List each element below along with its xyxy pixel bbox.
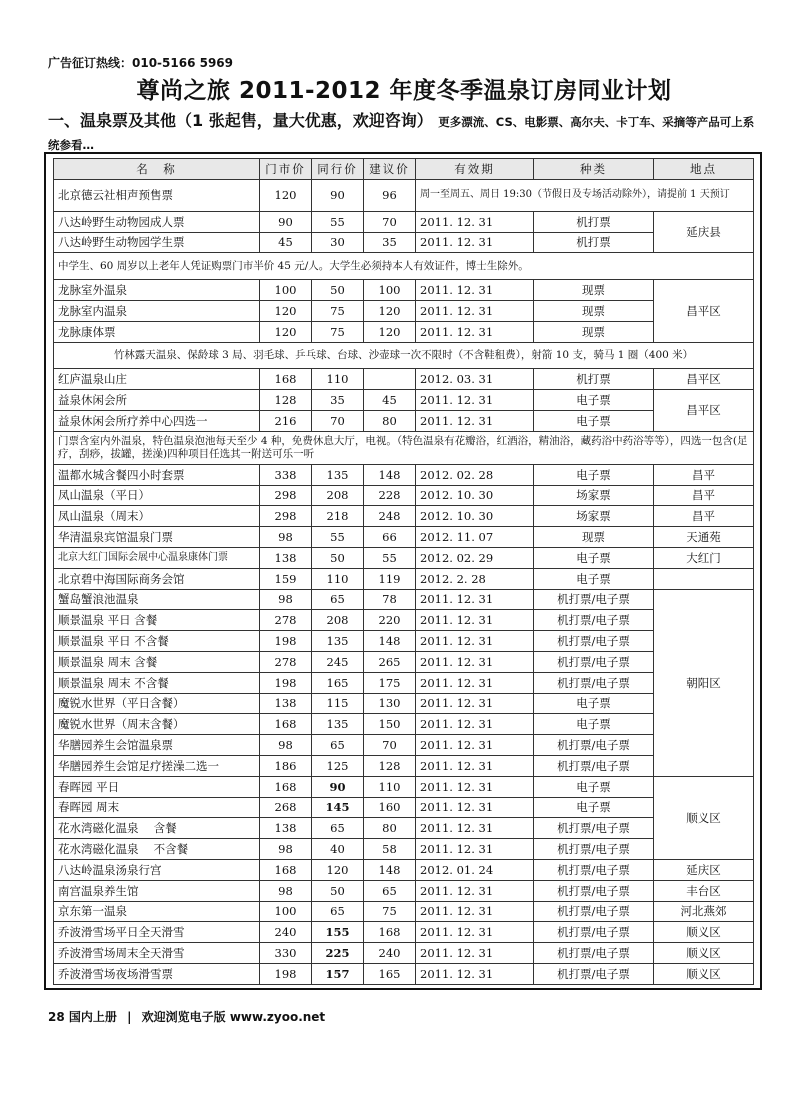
region-cell: 昌平区: [654, 369, 754, 390]
price-table: [53, 158, 754, 985]
table-row: [54, 963, 754, 984]
region-cell: 昌平: [654, 506, 754, 527]
table-row: [54, 651, 754, 672]
suggested-price: 240: [364, 943, 416, 964]
trade-price: 55: [312, 527, 364, 548]
item-name: 龙脉康体票: [54, 321, 260, 342]
ticket-type: 电子票: [534, 776, 654, 797]
retail-price: 168: [260, 369, 312, 390]
note-text: 竹林露天温泉、保龄球 3 局、羽毛球、乒乓球、台球、沙壶球一次不限时（不含鞋租费），射箭 10 支，骑马 1 圈（400 米）: [54, 342, 754, 369]
region-cell: 河北燕郊: [654, 901, 754, 922]
ticket-type: 机打票/电子票: [534, 901, 654, 922]
suggested-price: 80: [364, 818, 416, 839]
item-name: 八达岭温泉汤泉行宫: [54, 859, 260, 880]
retail-price: 186: [260, 755, 312, 776]
trade-price: 90: [312, 776, 364, 797]
item-name: 凤山温泉（平日）: [54, 485, 260, 506]
trade-price: 75: [312, 321, 364, 342]
region-cell: 天通苑: [654, 527, 754, 548]
ticket-type: 电子票: [534, 547, 654, 568]
table-row: [54, 693, 754, 714]
trade-price: 225: [312, 943, 364, 964]
suggested-price: 70: [364, 211, 416, 232]
suggested-price: 58: [364, 839, 416, 860]
suggested-price: 220: [364, 610, 416, 631]
ticket-type: 现票: [534, 280, 654, 301]
suggested-price: 168: [364, 922, 416, 943]
retail-price: 159: [260, 568, 312, 589]
ticket-type: 电子票: [534, 464, 654, 485]
item-name: 龙脉室外温泉: [54, 280, 260, 301]
page-footer: [48, 1008, 325, 1025]
trade-price: 110: [312, 369, 364, 390]
note-text: 门票含室内外温泉，特色温泉泡池每天至少 4 种，免费休息大厅，电视。（特色温泉有花瓣浴，红酒浴，精油浴，藏药浴中药浴等等），四选一包含(足疗，刮痧，拔罐，搓澡)四种项目任选其一附送可乐一听: [54, 431, 754, 464]
ticket-type: 机打票/电子票: [534, 610, 654, 631]
table-row: [54, 610, 754, 631]
item-name: 花水湾磁化温泉 不含餐: [54, 839, 260, 860]
trade-price: 55: [312, 211, 364, 232]
suggested-price: 265: [364, 651, 416, 672]
ticket-type: 机打票/电子票: [534, 755, 654, 776]
validity: 2011. 12. 31: [416, 321, 534, 342]
page-title: 尊尚之旅 2011-2012 年度冬季温泉订房同业计划: [136, 78, 672, 104]
validity: 2011. 12. 31: [416, 300, 534, 321]
retail-price: 128: [260, 390, 312, 411]
ticket-type: 电子票: [534, 693, 654, 714]
ad-hotline: 广告征订热线：010-5166 5969: [48, 56, 234, 70]
region-cell: 昌平: [654, 464, 754, 485]
trade-price: 50: [312, 547, 364, 568]
table-row: [54, 211, 754, 232]
validity: 2011. 12. 31: [416, 963, 534, 984]
table-row: [54, 527, 754, 548]
retail-price: 98: [260, 527, 312, 548]
region-cell: [654, 568, 754, 589]
table-row: [54, 369, 754, 390]
item-name: 魔锐水世界（周末含餐）: [54, 714, 260, 735]
ticket-type: 电子票: [534, 797, 654, 818]
trade-price: 245: [312, 651, 364, 672]
retail-price: 98: [260, 735, 312, 756]
validity: 2012. 11. 07: [416, 527, 534, 548]
table-row: [54, 280, 754, 301]
retail-price: 98: [260, 589, 312, 610]
ticket-type: 机打票/电子票: [534, 631, 654, 652]
validity: 2012. 10. 30: [416, 485, 534, 506]
table-row: [54, 943, 754, 964]
item-name: 春晖园 平日: [54, 776, 260, 797]
trade-price: 135: [312, 464, 364, 485]
ticket-type: 现票: [534, 527, 654, 548]
table-row: [54, 631, 754, 652]
item-name: 北京德云社相声预售票: [54, 179, 260, 211]
retail-price: 268: [260, 797, 312, 818]
retail-price: 168: [260, 714, 312, 735]
retail-price: 90: [260, 211, 312, 232]
column-header: 建议价: [364, 159, 416, 180]
table-note-row: [54, 431, 754, 464]
trade-price: 155: [312, 922, 364, 943]
validity: 2011. 12. 31: [416, 839, 534, 860]
suggested-price: 75: [364, 901, 416, 922]
validity: 周一至周五、周日 19:30（节假日及专场活动除外），请提前 1 天预订: [416, 179, 754, 211]
trade-price: 65: [312, 589, 364, 610]
item-name: 乔波滑雪场周末全天滑雪: [54, 943, 260, 964]
item-name: 凤山温泉（周末）: [54, 506, 260, 527]
ticket-type: 机打票/电子票: [534, 943, 654, 964]
validity: 2011. 12. 31: [416, 943, 534, 964]
validity: 2011. 12. 31: [416, 280, 534, 301]
validity: 2011. 12. 31: [416, 818, 534, 839]
ticket-type: 现票: [534, 321, 654, 342]
ticket-type: 机打票/电子票: [534, 963, 654, 984]
validity: 2011. 12. 31: [416, 651, 534, 672]
trade-price: 165: [312, 672, 364, 693]
table-row: [54, 506, 754, 527]
validity: 2011. 12. 31: [416, 211, 534, 232]
trade-price: 208: [312, 610, 364, 631]
item-name: 魔锐水世界（平日含餐）: [54, 693, 260, 714]
validity: 2012. 02. 29: [416, 547, 534, 568]
trade-price: 145: [312, 797, 364, 818]
item-name: 华清温泉宾馆温泉门票: [54, 527, 260, 548]
validity: 2011. 12. 31: [416, 232, 534, 253]
item-name: 龙脉室内温泉: [54, 300, 260, 321]
suggested-price: 80: [364, 410, 416, 431]
suggested-price: 148: [364, 464, 416, 485]
suggested-price: 110: [364, 776, 416, 797]
retail-price: 120: [260, 300, 312, 321]
retail-price: 45: [260, 232, 312, 253]
suggested-price: 120: [364, 300, 416, 321]
trade-price: 65: [312, 818, 364, 839]
trade-price: 65: [312, 735, 364, 756]
trade-price: 157: [312, 963, 364, 984]
suggested-price: 65: [364, 880, 416, 901]
ticket-type: 现票: [534, 300, 654, 321]
validity: 2012. 01. 24: [416, 859, 534, 880]
section-subtitle: [48, 110, 760, 156]
ticket-type: 电子票: [534, 390, 654, 411]
table-row: [54, 922, 754, 943]
table-row: [54, 485, 754, 506]
validity: 2012. 10. 30: [416, 506, 534, 527]
item-name: 温都水城含餐四小时套票: [54, 464, 260, 485]
item-name: 顺景温泉 平日 不含餐: [54, 631, 260, 652]
ticket-type: 机打票/电子票: [534, 859, 654, 880]
retail-price: 120: [260, 321, 312, 342]
region-cell: 朝阳区: [654, 589, 754, 776]
table-row: [54, 839, 754, 860]
footer-divider: |: [127, 1010, 132, 1024]
table-row: [54, 859, 754, 880]
retail-price: 298: [260, 485, 312, 506]
column-header: 地点: [654, 159, 754, 180]
retail-price: 278: [260, 610, 312, 631]
trade-price: 208: [312, 485, 364, 506]
validity: 2011. 12. 31: [416, 880, 534, 901]
suggested-price: 55: [364, 547, 416, 568]
item-name: 益泉休闲会所疗养中心四选一: [54, 410, 260, 431]
region-cell: 顺义区: [654, 963, 754, 984]
table-row: [54, 672, 754, 693]
trade-price: 35: [312, 390, 364, 411]
item-name: 春晖园 周末: [54, 797, 260, 818]
retail-price: 100: [260, 901, 312, 922]
ticket-type: 机打票: [534, 211, 654, 232]
validity: 2011. 12. 31: [416, 693, 534, 714]
retail-price: 198: [260, 631, 312, 652]
suggested-price: 228: [364, 485, 416, 506]
table-note-row: [54, 342, 754, 369]
table-row: [54, 410, 754, 431]
ticket-type: 机打票/电子票: [534, 589, 654, 610]
trade-price: 70: [312, 410, 364, 431]
table-row: [54, 179, 754, 211]
item-name: 益泉休闲会所: [54, 390, 260, 411]
column-header: 有效期: [416, 159, 534, 180]
column-header: 门市价: [260, 159, 312, 180]
table-row: [54, 880, 754, 901]
validity: 2011. 12. 31: [416, 410, 534, 431]
trade-price: 40: [312, 839, 364, 860]
validity: 2011. 12. 31: [416, 755, 534, 776]
region-cell: 昌平区: [654, 280, 754, 342]
suggested-price: 160: [364, 797, 416, 818]
trade-price: 65: [312, 901, 364, 922]
table-note-row: [54, 253, 754, 280]
validity: 2011. 12. 31: [416, 797, 534, 818]
table-row: [54, 568, 754, 589]
item-name: 红庐温泉山庄: [54, 369, 260, 390]
item-name: 顺景温泉 平日 含餐: [54, 610, 260, 631]
trade-price: 110: [312, 568, 364, 589]
region-cell: 丰台区: [654, 880, 754, 901]
validity: 2011. 12. 31: [416, 589, 534, 610]
retail-price: 98: [260, 880, 312, 901]
trade-price: 30: [312, 232, 364, 253]
retail-price: 216: [260, 410, 312, 431]
validity: 2011. 12. 31: [416, 672, 534, 693]
item-name: 八达岭野生动物园学生票: [54, 232, 260, 253]
validity: 2011. 12. 31: [416, 390, 534, 411]
item-name: 顺景温泉 周末 不含餐: [54, 672, 260, 693]
item-name: 八达岭野生动物园成人票: [54, 211, 260, 232]
retail-price: 138: [260, 693, 312, 714]
suggested-price: 120: [364, 321, 416, 342]
ticket-type: 电子票: [534, 714, 654, 735]
ticket-type: 机打票/电子票: [534, 672, 654, 693]
suggested-price: 148: [364, 859, 416, 880]
ticket-type: 电子票: [534, 410, 654, 431]
retail-price: 298: [260, 506, 312, 527]
table-row: [54, 755, 754, 776]
trade-price: 115: [312, 693, 364, 714]
ticket-type: 机打票/电子票: [534, 735, 654, 756]
table-row: [54, 589, 754, 610]
ticket-type: 机打票: [534, 232, 654, 253]
trade-price: 50: [312, 880, 364, 901]
suggested-price: 66: [364, 527, 416, 548]
table-row: [54, 232, 754, 253]
item-name: 北京大红门国际会展中心温泉康体门票: [54, 547, 260, 568]
validity: 2011. 12. 31: [416, 735, 534, 756]
table-row: [54, 300, 754, 321]
trade-price: 90: [312, 179, 364, 211]
retail-price: 138: [260, 818, 312, 839]
retail-price: 240: [260, 922, 312, 943]
retail-price: 120: [260, 179, 312, 211]
validity: 2011. 12. 31: [416, 922, 534, 943]
subtitle-tail: 更多漂流、CS、电影票、高尔夫、卡丁车、采摘等产品可上系统参看…: [48, 115, 755, 152]
table-row: [54, 390, 754, 411]
suggested-price: 248: [364, 506, 416, 527]
trade-price: 218: [312, 506, 364, 527]
validity: 2011. 12. 31: [416, 631, 534, 652]
trade-price: 120: [312, 859, 364, 880]
retail-price: 338: [260, 464, 312, 485]
item-name: 蟹岛蟹浪池温泉: [54, 589, 260, 610]
suggested-price: 45: [364, 390, 416, 411]
suggested-price: 165: [364, 963, 416, 984]
table-row: [54, 901, 754, 922]
validity: 2011. 12. 31: [416, 776, 534, 797]
region-cell: 顺义区: [654, 776, 754, 859]
table-row: [54, 776, 754, 797]
trade-price: 135: [312, 631, 364, 652]
suggested-price: 128: [364, 755, 416, 776]
table-row: [54, 321, 754, 342]
table-row: [54, 735, 754, 756]
item-name: 京东第一温泉: [54, 901, 260, 922]
trade-price: 75: [312, 300, 364, 321]
ticket-type: 机打票/电子票: [534, 922, 654, 943]
region-cell: 延庆区: [654, 859, 754, 880]
region-cell: 顺义区: [654, 922, 754, 943]
retail-price: 138: [260, 547, 312, 568]
retail-price: 168: [260, 859, 312, 880]
ticket-type: 机打票/电子票: [534, 818, 654, 839]
region-cell: 大红门: [654, 547, 754, 568]
table-row: [54, 547, 754, 568]
suggested-price: 148: [364, 631, 416, 652]
column-header: 同行价: [312, 159, 364, 180]
column-header: 种类: [534, 159, 654, 180]
ticket-type: 机打票/电子票: [534, 880, 654, 901]
suggested-price: 150: [364, 714, 416, 735]
validity: 2012. 03. 31: [416, 369, 534, 390]
ticket-type: 场家票: [534, 485, 654, 506]
table-row: [54, 714, 754, 735]
item-name: 华膳园养生会馆足疗搓澡二选一: [54, 755, 260, 776]
table-row: [54, 464, 754, 485]
ticket-type: 场家票: [534, 506, 654, 527]
column-header: 名 称: [54, 159, 260, 180]
table-row: [54, 797, 754, 818]
trade-price: 135: [312, 714, 364, 735]
validity: 2012. 02. 28: [416, 464, 534, 485]
suggested-price: 100: [364, 280, 416, 301]
validity: 2011. 12. 31: [416, 610, 534, 631]
item-name: 乔波滑雪场平日全天滑雪: [54, 922, 260, 943]
book-name: 国内上册: [68, 1010, 117, 1024]
validity: 2011. 12. 31: [416, 714, 534, 735]
subtitle-main: 一、温泉票及其他（1 张起售，量大优惠，欢迎咨询）: [48, 111, 433, 130]
region-cell: 昌平: [654, 485, 754, 506]
suggested-price: 35: [364, 232, 416, 253]
footer-slogan: 欢迎浏览电子版 www.zyoo.net: [141, 1010, 326, 1024]
retail-price: 198: [260, 963, 312, 984]
trade-price: 125: [312, 755, 364, 776]
ticket-type: 机打票/电子票: [534, 839, 654, 860]
region-cell: 延庆县: [654, 211, 754, 253]
retail-price: 98: [260, 839, 312, 860]
suggested-price: 175: [364, 672, 416, 693]
item-name: 北京碧中海国际商务会馆: [54, 568, 260, 589]
retail-price: 168: [260, 776, 312, 797]
trade-price: 50: [312, 280, 364, 301]
ticket-type: 机打票/电子票: [534, 651, 654, 672]
item-name: 南宫温泉养生馆: [54, 880, 260, 901]
region-cell: 顺义区: [654, 943, 754, 964]
suggested-price: 70: [364, 735, 416, 756]
item-name: 华膳园养生会馆温泉票: [54, 735, 260, 756]
suggested-price: 130: [364, 693, 416, 714]
suggested-price: 78: [364, 589, 416, 610]
table-row: [54, 818, 754, 839]
item-name: 顺景温泉 周末 含餐: [54, 651, 260, 672]
note-text: 中学生、60 周岁以上老年人凭证购票门市半价 45 元/人。大学生必须持本人有效证件，博士生除外。: [54, 253, 754, 280]
suggested-price: [364, 369, 416, 390]
retail-price: 100: [260, 280, 312, 301]
retail-price: 330: [260, 943, 312, 964]
page-number: 28: [48, 1010, 65, 1024]
item-name: 乔波滑雪场夜场滑雪票: [54, 963, 260, 984]
item-name: 花水湾磁化温泉 含餐: [54, 818, 260, 839]
region-cell: 昌平区: [654, 390, 754, 432]
suggested-price: 96: [364, 179, 416, 211]
validity: 2012. 2. 28: [416, 568, 534, 589]
ticket-type: 机打票: [534, 369, 654, 390]
suggested-price: 119: [364, 568, 416, 589]
retail-price: 198: [260, 672, 312, 693]
ticket-type: 电子票: [534, 568, 654, 589]
retail-price: 278: [260, 651, 312, 672]
table-header-row: [54, 159, 754, 180]
validity: 2011. 12. 31: [416, 901, 534, 922]
